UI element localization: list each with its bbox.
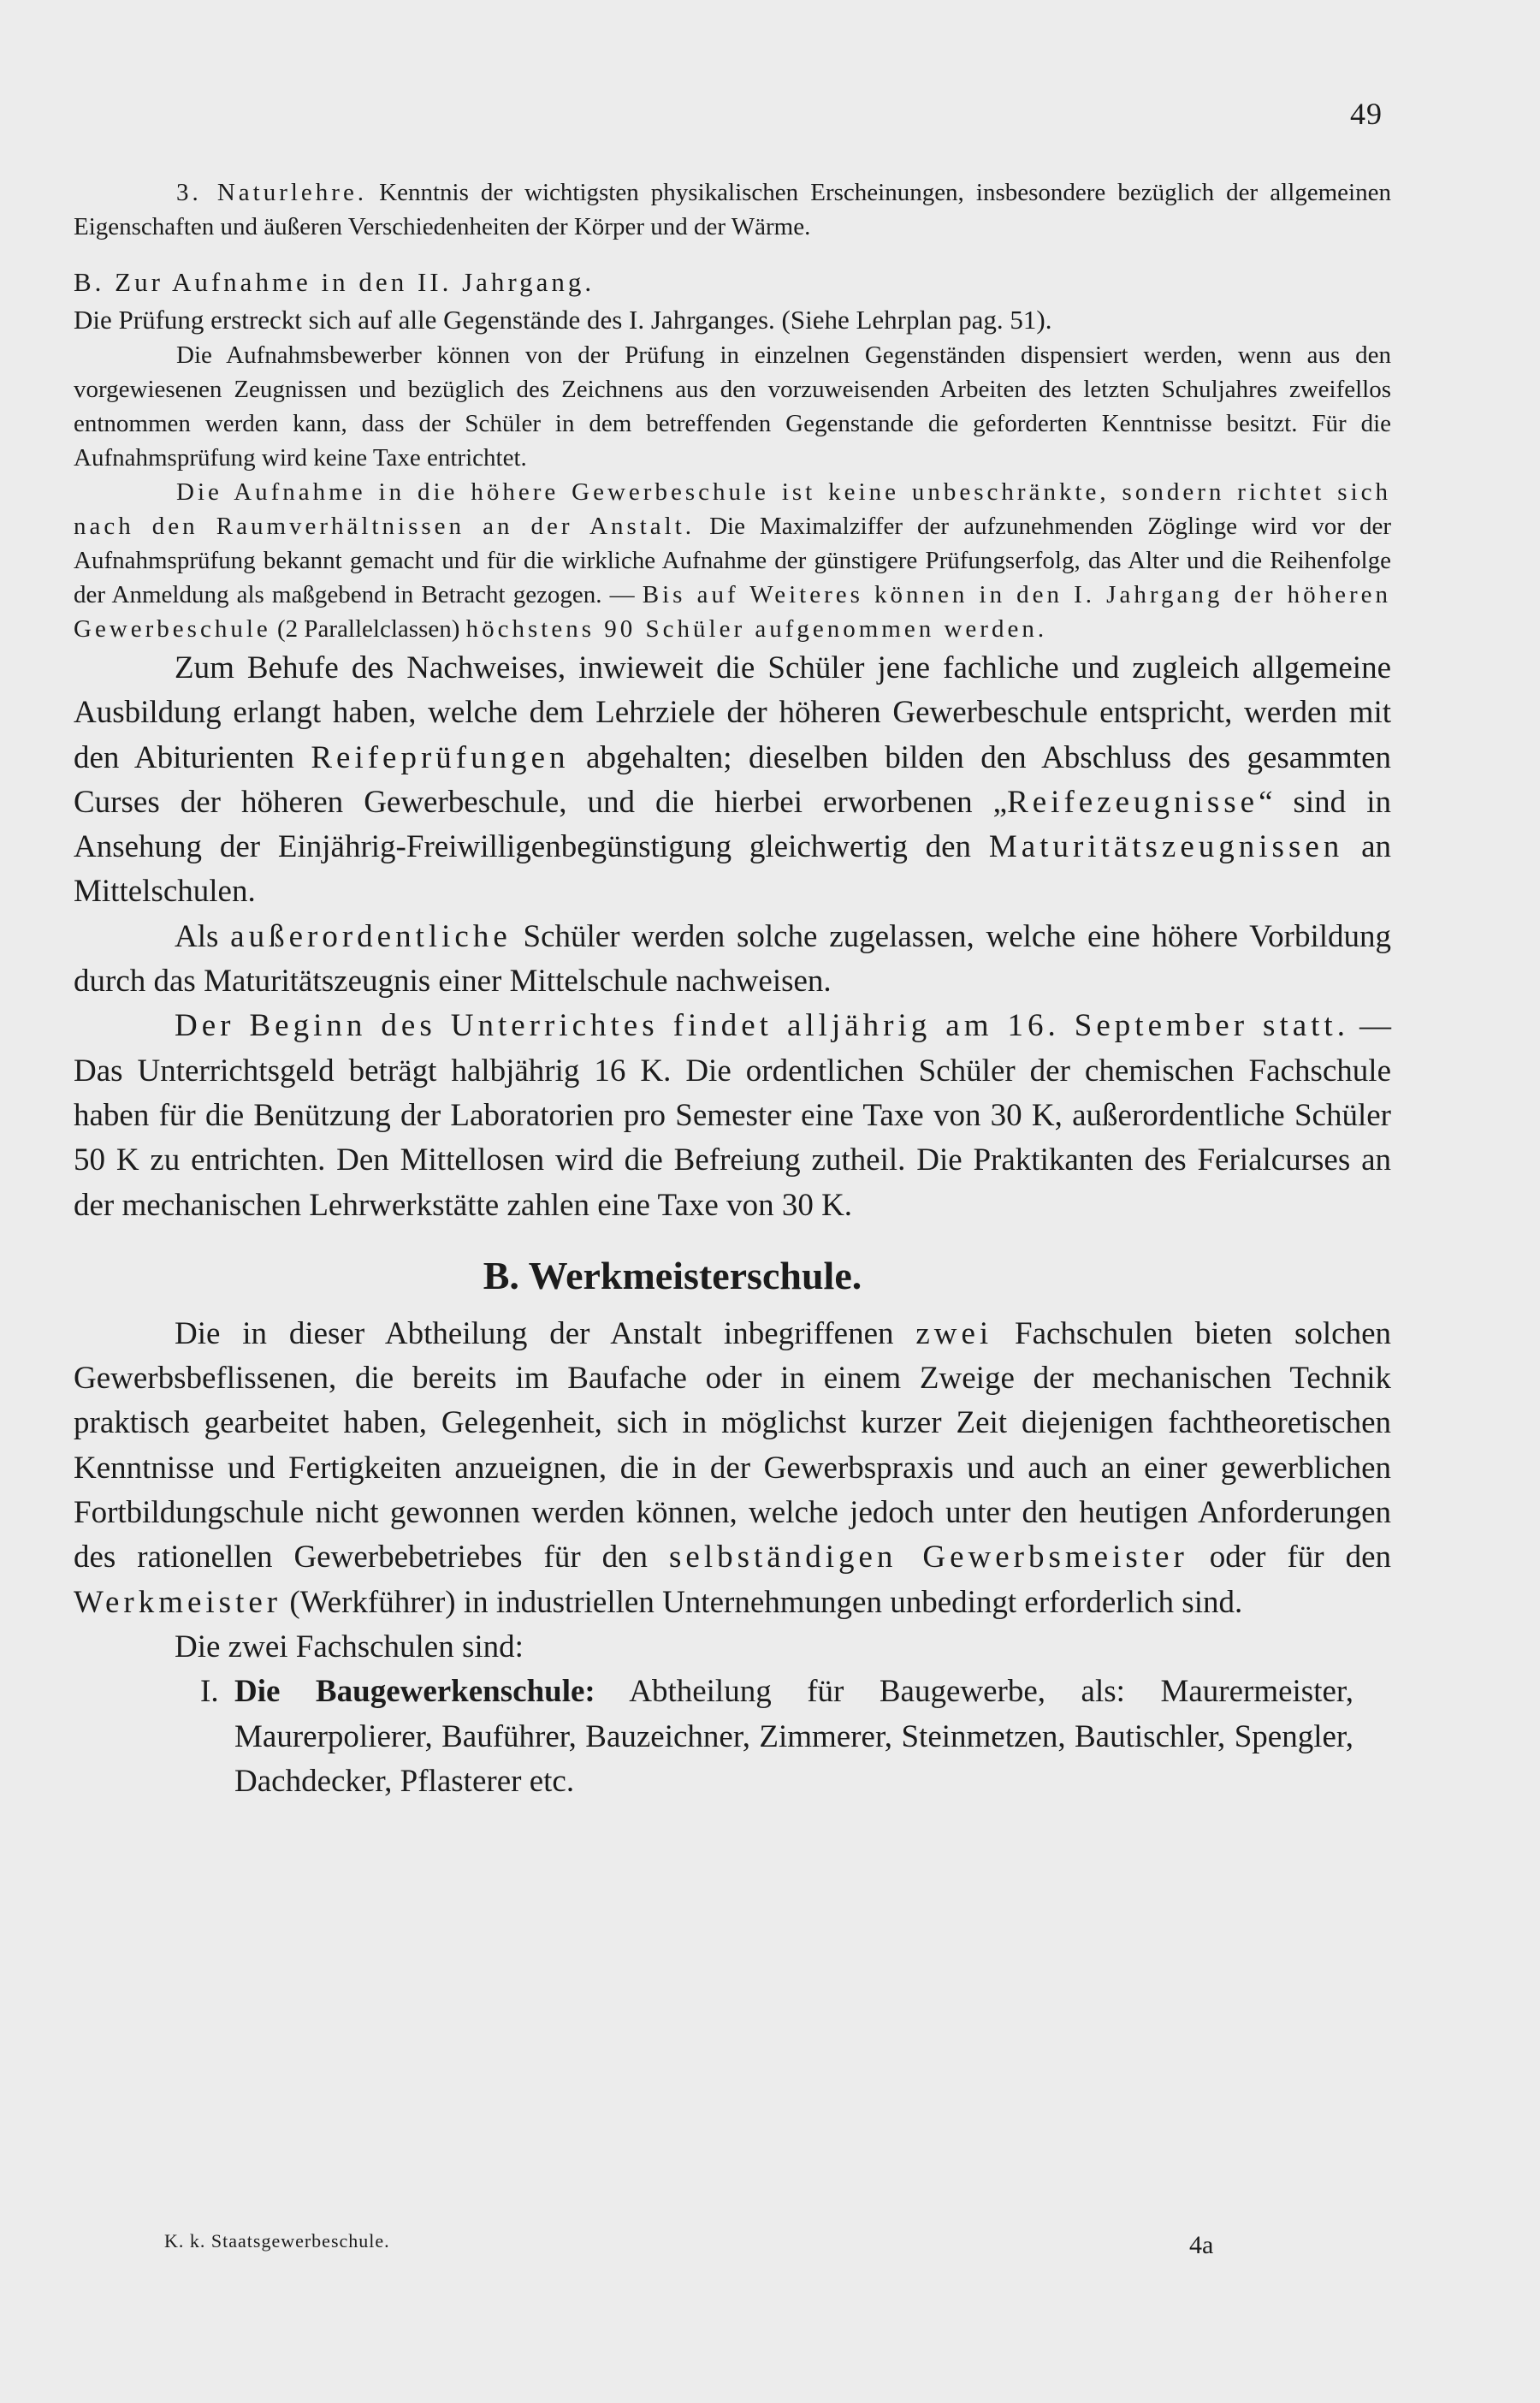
list-item [200,1670,1391,1804]
naturlehre-text: Kenntnis der wichtigsten physikalischen Erscheinungen, insbesondere bezüglich der allgemeinen Eigenschaften und äußeren Verschiedenheiten der Körper und der Wärme. [74,179,1391,240]
werkmeister-spaced-3: Werkmeister [74,1584,282,1620]
werkmeister-text-4: (Werkführer) in industriellen Unternehmungen unbedingt erforderlich sind. [281,1584,1243,1620]
werkmeister-text-3: oder für den [1188,1540,1391,1575]
limit-spaced-2: Bis auf Weiteres können in den I. Jahrgang der höheren Gewerbeschule [74,581,1391,643]
werkmeister-paragraph [74,1312,1391,1625]
limit-spaced-1: Die Aufnahme in die höhere Gewerbeschule ist keine unbeschränkte, sondern richtet sich nach den Raumverhältnissen an der Anstalt. [74,478,1391,540]
signature-mark: 4a [1189,2231,1214,2259]
naturlehre-paragraph [74,175,1391,244]
dispensation-paragraph: Die Aufnahmsbewerber können von der Prüfung in einzelnen Gegenständen dispensiert werden, wenn aus den vorgewiesenen Zeugnissen und bezüglich des Zeichnens aus den vorzuweisenden Arbeiten des letzten Schuljahres zweifellos entnommen werden kann, dass der Schüler in dem betreffenden Gegenstande die geforderten Kenntnisse besitzt. Für die Aufnahmsprüfung wird keine Taxe entrichtet. [74,341,1391,472]
werkmeister-spaced-2: selbständigen Gewerbsmeister [669,1540,1188,1575]
page-number: 49 [1350,97,1383,131]
admission-limit-paragraph [74,475,1391,646]
werkmeister-text-2: Fachschulen bieten solchen Gewerbsbeflissenen, die bereits im Baufache oder in einem Zweige der mechanischen Technik praktisch gearbeitet haben, Gelegenheit, sich in möglichst kurzer Zeit diejenigen fachtheoretischen Kenntnisse und Fertigkeiten anzueignen, die in der Gewerbspraxis und auch an einer gewerblichen Fortbildungschule nicht gewonnen werden können, welche jedoch unter den heutigen Anforderungen des rationellen Gewerbebetriebes für den [74,1315,1391,1575]
admission-heading-text: B. Zur Aufnahme in den II. Jahrgang. [74,267,595,297]
werkmeister-text-1: Die in dieser Abtheilung der Anstalt inbegriffenen [175,1315,916,1351]
limit-spaced-3: höchstens 90 Schüler aufgenommen werden. [465,615,1048,643]
maturity-paragraph [74,646,1391,915]
extraordinary-paragraph [74,915,1391,1005]
limit-text: Die Maximalziffer der aufzunehmenden Zöglinge wird vor der Aufnahmsprüfung bekannt gemacht und für die wirkliche Aufnahme der günstigere Prüfungserfolg, das Alter und die Reihenfolge der Anmeldung als maßgebend in Betracht gezogen. — [74,513,1391,608]
extraordinary-spaced: außerordentliche [230,918,512,954]
werkmeister-spaced-1: zwei [915,1315,993,1351]
footer-signature: K. k. Staatsgewerbeschule. [164,2230,390,2252]
list-item-title: Die Baugewerkenschule: [234,1674,595,1710]
maturity-text-4: an Mittelschulen. [74,829,1391,910]
list-item-body [234,1670,1391,1804]
extraordinary-text-1: Als [175,918,231,954]
admission-intro: Die Prüfung erstreckt sich auf alle Gegenstände des I. Jahrganges. (Siehe Lehrplan pag. 51). [74,305,1052,335]
maturity-spaced-1: Reifeprüfungen [311,739,570,775]
fees-paragraph [74,1004,1391,1227]
admission-heading [74,263,1391,302]
naturlehre-label: 3. Naturlehre. [176,179,368,206]
maturity-spaced-2: Reifezeugnisse [1007,784,1259,820]
werkmeister-heading: B. Werkmeisterschule. [483,1253,862,1297]
extraordinary-text-2: Schüler werden solche zugelassen, welche eine höhere Vorbildung durch das Maturitätszeugnis einer Mittelschule nachweisen. [74,918,1392,1000]
page-body [74,175,1391,1804]
maturity-text-1: Zum Behufe des Nachweises, inwieweit die Schüler jene fachliche und zugleich allgemeine Ausbildung erlangt haben, welche dem Lehrziele der höheren Gewerbeschule entspricht, werden mit den Abiturienten [74,650,1391,775]
maturity-text-3: “ sind in Ansehung der Einjährig-Freiwilligenbegünstigung gleichwertig den [74,784,1391,865]
maturity-spaced-3: Maturitätszeugnissen [988,829,1344,865]
maturity-text-2: abgehalten; dieselben bilden den Abschluss des gesammten Curses der höheren Gewerbeschule, und die hierbei erworbenen „ [74,739,1391,820]
list-item-text: Abtheilung für Baugewerbe, als: Maurermeister, Maurerpolierer, Bauführer, Bauzeichner, Zimmerer, Steinmetzen, Bautischler, Spengler, Dachdecker, Pflasterer etc. [234,1674,1354,1799]
list-intro: Die zwei Fachschulen sind: [175,1629,524,1664]
list-item-number: I. [200,1674,219,1710]
fees-text: — Das Unterrichtsgeld beträgt halbjährig 16 K. Die ordentlichen Schüler der chemischen Fachschule haben für die Benützung der Laboratorien pro Semester eine Taxe von 30 K, außerordentliche Schüler 50 K zu entrichten. Den Mittellosen wird die Befreiung zutheil. Die Praktikanten des Ferialcurses an der mechanischen Lehrwerkstätte zahlen eine Taxe von 30 K. [74,1008,1391,1223]
fees-spaced: Der Beginn des Unterrichtes findet alljährig am 16. September statt. [175,1008,1349,1044]
limit-text-2: (2 Parallelclassen) [270,615,466,643]
